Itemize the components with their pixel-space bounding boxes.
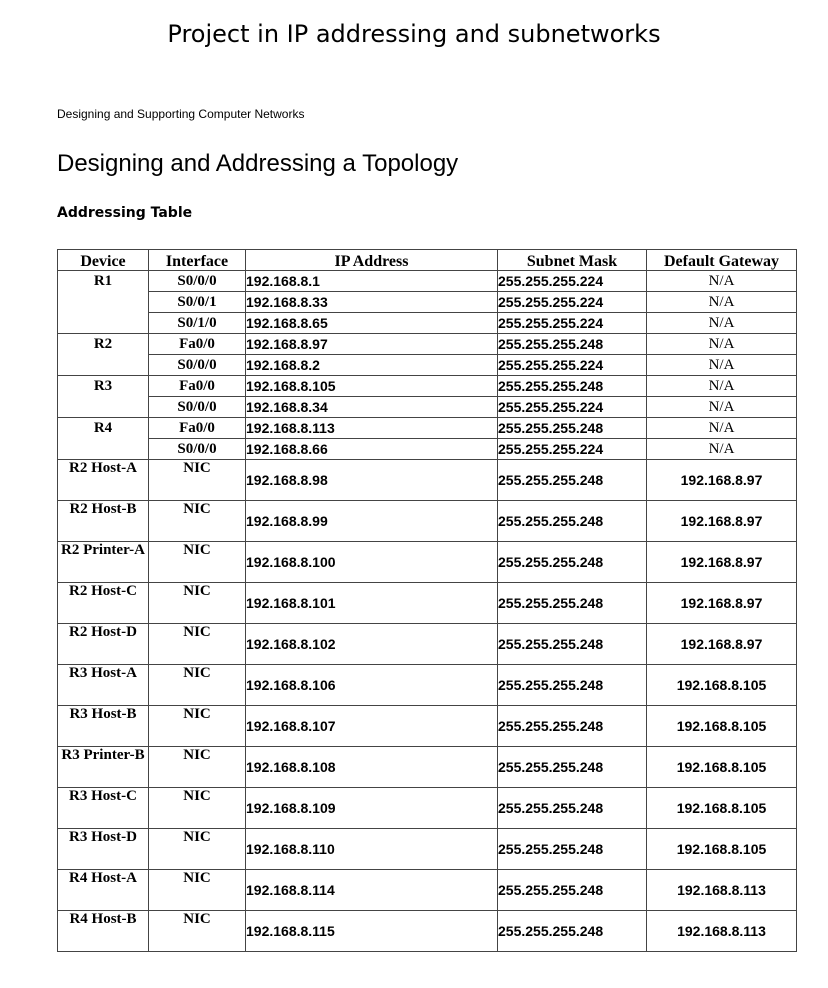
table-row — [58, 397, 797, 418]
device-cell: R3 Host-D — [58, 829, 149, 870]
ip-cell: 192.168.8.113 — [246, 418, 498, 439]
interface-cell: Fa0/0 — [149, 334, 246, 355]
table-header-row — [58, 250, 797, 271]
gateway-cell: 192.168.8.97 — [647, 583, 797, 624]
table-caption: Addressing Table — [57, 205, 193, 221]
table-row — [58, 313, 797, 334]
ip-cell: 192.168.8.33 — [246, 292, 498, 313]
interface-cell: NIC — [149, 870, 246, 911]
ip-cell: 192.168.8.97 — [246, 334, 498, 355]
ip-cell: 192.168.8.110 — [246, 829, 498, 870]
table-row — [58, 271, 797, 292]
table-row — [58, 501, 797, 542]
table-row — [58, 706, 797, 747]
ip-cell: 192.168.8.66 — [246, 439, 498, 460]
gateway-cell: 192.168.8.105 — [647, 747, 797, 788]
mask-cell: 255.255.255.224 — [498, 292, 647, 313]
gateway-cell: N/A — [647, 355, 797, 376]
table-row — [58, 334, 797, 355]
mask-cell: 255.255.255.224 — [498, 313, 647, 334]
device-cell: R2 Host-D — [58, 624, 149, 665]
gateway-cell: 192.168.8.97 — [647, 460, 797, 501]
table-body — [58, 271, 797, 952]
header-device: Device — [58, 250, 149, 271]
ip-cell: 192.168.8.102 — [246, 624, 498, 665]
device-cell — [58, 292, 149, 313]
table-row — [58, 911, 797, 952]
table-row — [58, 583, 797, 624]
gateway-cell: 192.168.8.105 — [647, 788, 797, 829]
device-cell: R3 Host-C — [58, 788, 149, 829]
ip-cell: 192.168.8.65 — [246, 313, 498, 334]
interface-cell: S0/0/1 — [149, 292, 246, 313]
gateway-cell: 192.168.8.105 — [647, 665, 797, 706]
device-cell: R4 Host-B — [58, 911, 149, 952]
gateway-cell: N/A — [647, 376, 797, 397]
header-default-gateway: Default Gateway — [647, 250, 797, 271]
interface-cell: NIC — [149, 706, 246, 747]
ip-cell: 192.168.8.99 — [246, 501, 498, 542]
gateway-cell: N/A — [647, 397, 797, 418]
device-cell: R3 — [58, 376, 149, 397]
mask-cell: 255.255.255.248 — [498, 829, 647, 870]
ip-cell: 192.168.8.100 — [246, 542, 498, 583]
interface-cell: Fa0/0 — [149, 376, 246, 397]
mask-cell: 255.255.255.224 — [498, 397, 647, 418]
ip-cell: 192.168.8.98 — [246, 460, 498, 501]
ip-cell: 192.168.8.34 — [246, 397, 498, 418]
gateway-cell: 192.168.8.97 — [647, 542, 797, 583]
table-row — [58, 624, 797, 665]
interface-cell: S0/0/0 — [149, 271, 246, 292]
device-cell: R1 — [58, 271, 149, 292]
device-cell: R2 Printer-A — [58, 542, 149, 583]
ip-cell: 192.168.8.105 — [246, 376, 498, 397]
interface-cell: NIC — [149, 747, 246, 788]
mask-cell: 255.255.255.224 — [498, 271, 647, 292]
table-row — [58, 788, 797, 829]
gateway-cell: N/A — [647, 439, 797, 460]
gateway-cell: N/A — [647, 418, 797, 439]
device-cell: R4 — [58, 418, 149, 439]
table-row — [58, 376, 797, 397]
device-cell: R2 Host-A — [58, 460, 149, 501]
header-ip-address: IP Address — [246, 250, 498, 271]
mask-cell: 255.255.255.248 — [498, 501, 647, 542]
mask-cell: 255.255.255.248 — [498, 747, 647, 788]
mask-cell: 255.255.255.248 — [498, 583, 647, 624]
device-cell — [58, 313, 149, 334]
table-row — [58, 439, 797, 460]
addressing-table — [57, 249, 797, 952]
device-cell: R3 Host-B — [58, 706, 149, 747]
mask-cell: 255.255.255.248 — [498, 911, 647, 952]
ip-cell: 192.168.8.114 — [246, 870, 498, 911]
course-name: Designing and Supporting Computer Networks — [57, 107, 305, 121]
interface-cell: NIC — [149, 624, 246, 665]
table-row — [58, 829, 797, 870]
table-row — [58, 460, 797, 501]
header-subnet-mask: Subnet Mask — [498, 250, 647, 271]
interface-cell: S0/1/0 — [149, 313, 246, 334]
interface-cell: S0/0/0 — [149, 439, 246, 460]
interface-cell: S0/0/0 — [149, 397, 246, 418]
mask-cell: 255.255.255.248 — [498, 788, 647, 829]
page-title: Project in IP addressing and subnetworks — [167, 20, 661, 48]
mask-cell: 255.255.255.248 — [498, 376, 647, 397]
table-row — [58, 542, 797, 583]
ip-cell: 192.168.8.1 — [246, 271, 498, 292]
interface-cell: NIC — [149, 542, 246, 583]
gateway-cell: 192.168.8.97 — [647, 624, 797, 665]
mask-cell: 255.255.255.224 — [498, 439, 647, 460]
interface-cell: NIC — [149, 788, 246, 829]
gateway-cell: N/A — [647, 271, 797, 292]
gateway-cell: 192.168.8.113 — [647, 870, 797, 911]
ip-cell: 192.168.8.106 — [246, 665, 498, 706]
ip-cell: 192.168.8.108 — [246, 747, 498, 788]
mask-cell: 255.255.255.248 — [498, 706, 647, 747]
ip-cell: 192.168.8.101 — [246, 583, 498, 624]
interface-cell: S0/0/0 — [149, 355, 246, 376]
document-heading: Designing and Addressing a Topology — [57, 150, 459, 177]
device-cell — [58, 355, 149, 376]
table-row — [58, 355, 797, 376]
interface-cell: NIC — [149, 460, 246, 501]
table-row — [58, 870, 797, 911]
device-cell: R2 Host-C — [58, 583, 149, 624]
device-cell: R3 Host-A — [58, 665, 149, 706]
ip-cell: 192.168.8.115 — [246, 911, 498, 952]
gateway-cell: N/A — [647, 313, 797, 334]
device-cell: R4 Host-A — [58, 870, 149, 911]
table-row — [58, 747, 797, 788]
mask-cell: 255.255.255.248 — [498, 334, 647, 355]
gateway-cell: 192.168.8.105 — [647, 706, 797, 747]
device-cell — [58, 439, 149, 460]
device-cell: R2 Host-B — [58, 501, 149, 542]
gateway-cell: 192.168.8.97 — [647, 501, 797, 542]
gateway-cell: 192.168.8.105 — [647, 829, 797, 870]
interface-cell: Fa0/0 — [149, 418, 246, 439]
mask-cell: 255.255.255.224 — [498, 355, 647, 376]
table-row — [58, 292, 797, 313]
ip-cell: 192.168.8.107 — [246, 706, 498, 747]
mask-cell: 255.255.255.248 — [498, 418, 647, 439]
mask-cell: 255.255.255.248 — [498, 624, 647, 665]
interface-cell: NIC — [149, 911, 246, 952]
ip-cell: 192.168.8.109 — [246, 788, 498, 829]
interface-cell: NIC — [149, 583, 246, 624]
interface-cell: NIC — [149, 665, 246, 706]
ip-cell: 192.168.8.2 — [246, 355, 498, 376]
mask-cell: 255.255.255.248 — [498, 460, 647, 501]
gateway-cell: 192.168.8.113 — [647, 911, 797, 952]
interface-cell: NIC — [149, 829, 246, 870]
interface-cell: NIC — [149, 501, 246, 542]
device-cell: R2 — [58, 334, 149, 355]
gateway-cell: N/A — [647, 334, 797, 355]
device-cell — [58, 397, 149, 418]
mask-cell: 255.255.255.248 — [498, 542, 647, 583]
header-interface: Interface — [149, 250, 246, 271]
mask-cell: 255.255.255.248 — [498, 870, 647, 911]
device-cell: R3 Printer-B — [58, 747, 149, 788]
table-row — [58, 665, 797, 706]
table-row — [58, 418, 797, 439]
mask-cell: 255.255.255.248 — [498, 665, 647, 706]
gateway-cell: N/A — [647, 292, 797, 313]
